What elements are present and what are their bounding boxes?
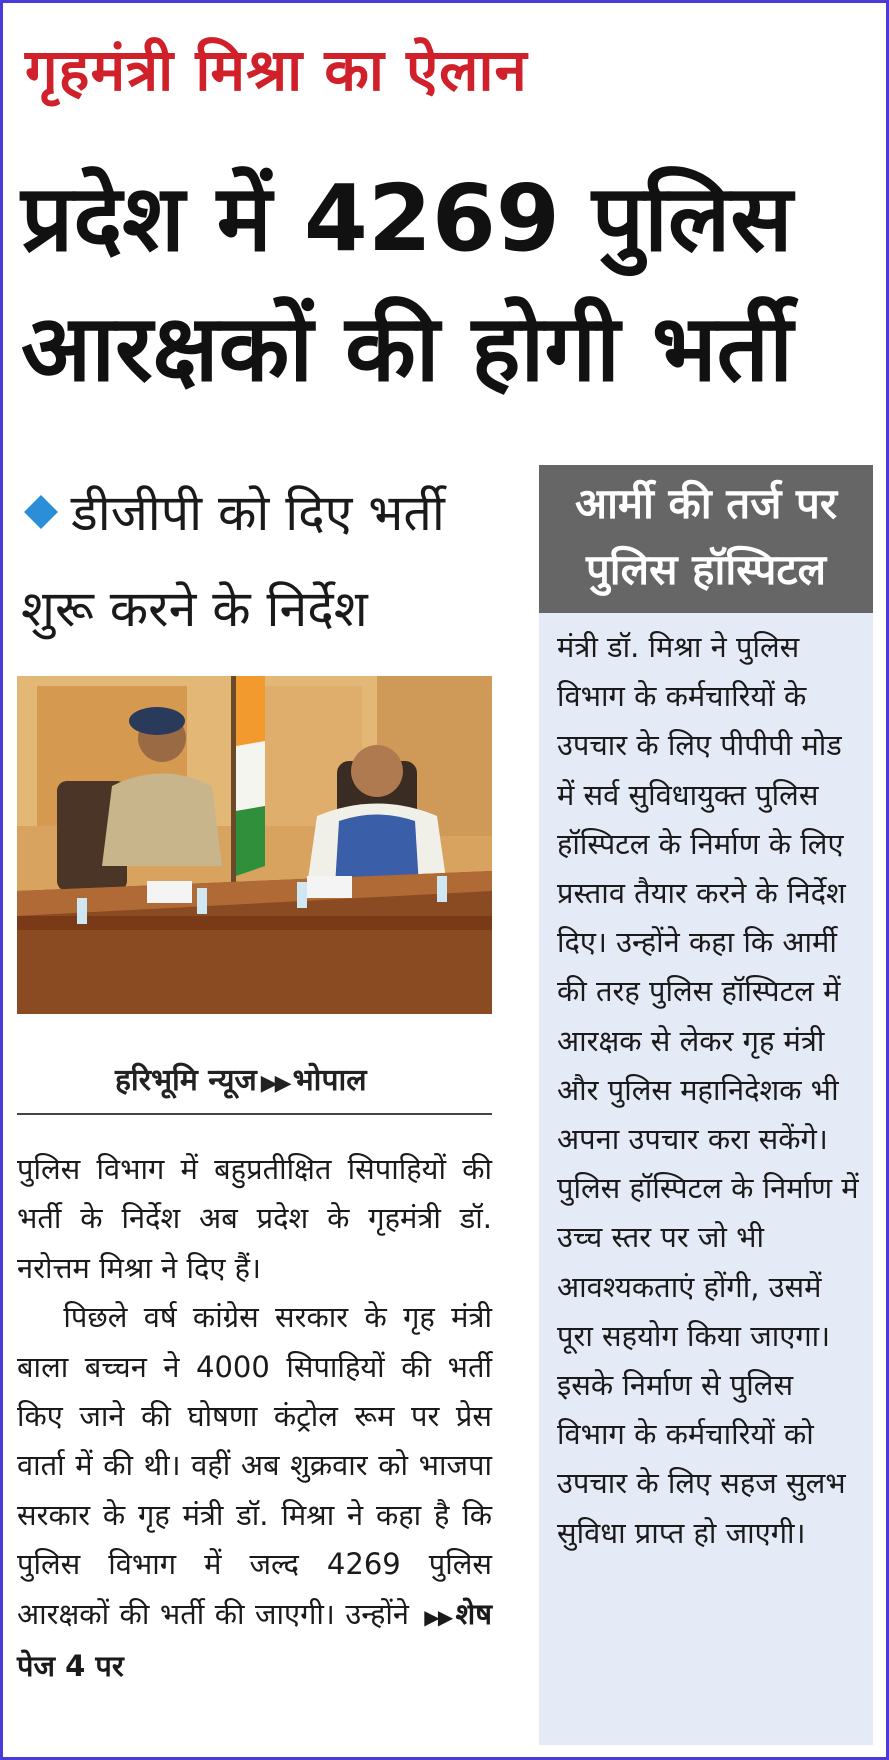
byline-place: भोपाल xyxy=(292,1063,367,1098)
byline xyxy=(115,1058,367,1099)
kicker-headline: गृहमंत्री मिश्रा का ऐलान xyxy=(25,36,528,104)
sidebar-title-line-2: पुलिस हॉस्पिटल xyxy=(585,545,827,594)
article-paragraph-2-text: पिछले वर्ष कांग्रेस सरकार के गृह मंत्री बाला बच्चन ने 4000 सिपाहियों की भर्ती किए जाने की घोषणा कंट्रोल रूम पर प्रेस वार्ता में की थी। वहीं अब शुक्रवार को भाजपा सरकार के गृह मंत्री डॉ. मिश्रा ने कहा है कि पुलिस विभाग में जल्द 4269 पुलिस आरक्षकों की भर्ती की जाएगी। उन्होंने xyxy=(17,1300,492,1631)
sidebar-title xyxy=(539,465,873,613)
main-headline-line-1: प्रदेश में 4269 पुलिस xyxy=(21,165,793,272)
continued-arrows-icon: ▶▶ xyxy=(422,1604,452,1629)
main-headline-line-2: आरक्षकों की होगी भर्ती xyxy=(21,295,793,402)
byline-arrows-icon: ▶▶ xyxy=(260,1071,289,1096)
sidebar-title-line-1: आर्मी की तर्ज पर xyxy=(574,479,838,528)
subheadline-line-2: शुरू करने के निर्देश xyxy=(21,580,368,638)
meeting-photo-illustration xyxy=(17,676,492,1014)
byline-source: हरिभूमि न्यूज xyxy=(115,1063,257,1098)
sidebar-box xyxy=(539,465,873,1745)
sidebar-body-text: मंत्री डॉ. मिश्रा ने पुलिस विभाग के कर्मचारियों के उपचार के लिए पीपीपी मोड में सर्व सुविधायुक्त पुलिस हॉस्पिटल के निर्माण के लिए प्रस्ताव तैयार करने के निर्देश दिए। उन्होंने कहा कि आर्मी की तरह पुलिस हॉस्पिटल में आरक्षक से लेकर गृह मंत्री और पुलिस महानिदेशक भी अपना उपचार करा सकेंगे। पुलिस हॉस्पिटल के निर्माण में उच्च स्तर पर जो भी आवश्यकताएं होंगी, उसमें पूरा सहयोग किया जाएगा। इसके निर्माण से पुलिस विभाग के कर्मचारियों को उपचार के लिए सहज सुलभ सुविधा प्राप्त हो जाएगी। xyxy=(557,630,859,1550)
subheadline xyxy=(21,465,491,657)
diamond-bullet-icon xyxy=(24,495,58,529)
news-photo xyxy=(17,676,492,1014)
article-paragraph-2 xyxy=(17,1293,492,1691)
byline-divider xyxy=(17,1113,492,1115)
article-paragraph-1: पुलिस विभाग में बहुप्रतीक्षित सिपाहियों की भर्ती के निर्देश अब प्रदेश के गृहमंत्री डॉ. नरोत्तम मिश्रा ने दिए हैं। xyxy=(17,1152,492,1285)
subheadline-line-1: डीजीपी को दिए भर्ती xyxy=(71,484,445,542)
continued-label: शेष पेज 4 पर xyxy=(17,1596,492,1684)
article-body xyxy=(17,1145,492,1691)
